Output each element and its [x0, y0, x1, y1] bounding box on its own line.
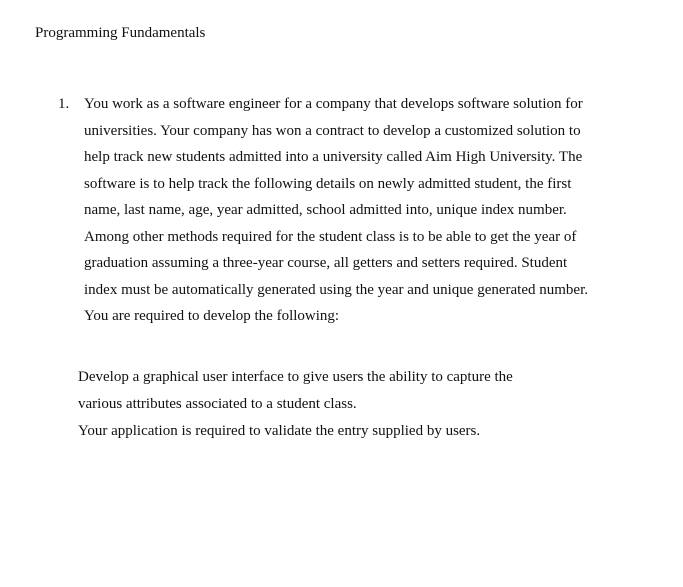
question-number: 1.	[58, 96, 70, 112]
question-1	[58, 91, 658, 330]
task-line: Develop a graphical user interface to give users the ability to capture the	[78, 369, 513, 385]
question-text	[84, 91, 658, 330]
question-line: software is to help track the following details on newly admitted student, the first	[84, 175, 572, 192]
question-line: name, last name, age, year admitted, school admitted into, unique index number.	[84, 202, 567, 218]
question-line: help track new students admitted into a university called Aim High University. The	[84, 149, 583, 165]
task-line: Your application is required to validate the entry supplied by users.	[78, 423, 481, 439]
question-line: universities. Your company has won a contract to develop a customized solution to	[84, 122, 581, 139]
question-line: You are required to develop the following:	[84, 308, 340, 324]
question-line: graduation assuming a three-year course, all getters and setters required. Student	[84, 255, 568, 271]
task-line: various attributes associated to a student class.	[78, 396, 357, 412]
document-title: Programming Fundamentals	[35, 25, 206, 41]
task-description	[78, 364, 638, 445]
question-line: You work as a software engineer for a company that develops software solution for	[84, 96, 583, 112]
question-line: Among other methods required for the student class is to be able to get the year of	[84, 228, 577, 245]
question-line: index must be automatically generated using the year and unique generated number.	[84, 281, 588, 298]
